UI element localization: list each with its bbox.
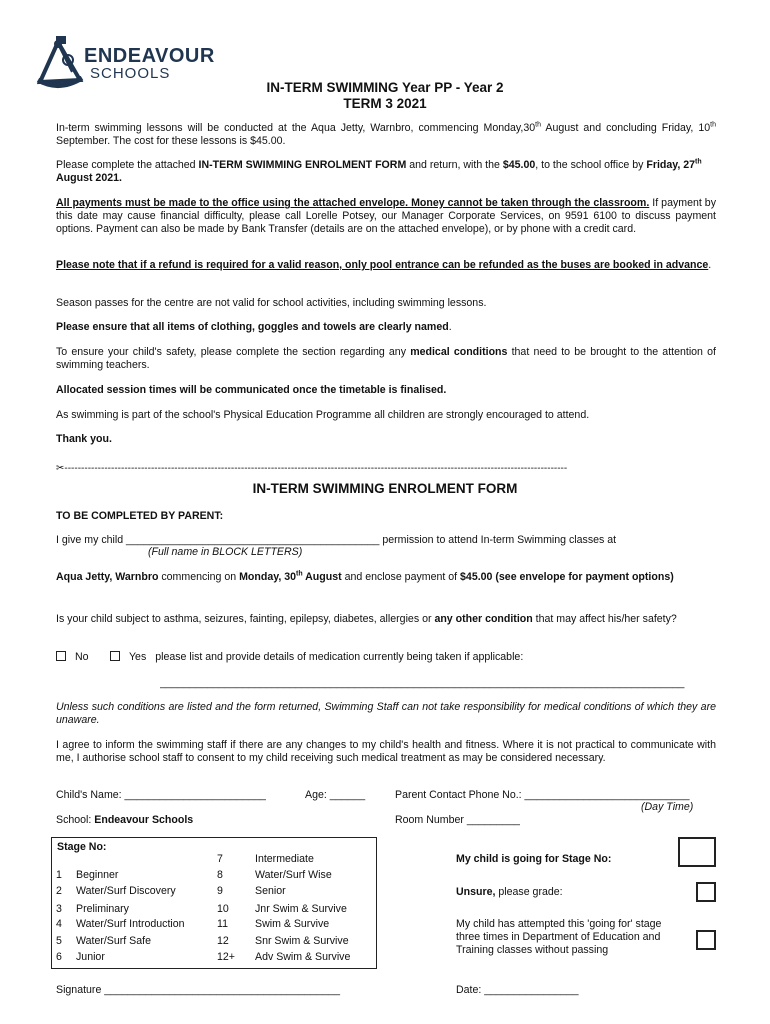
form-title: IN-TERM SWIMMING ENROLMENT FORM: [252, 481, 518, 496]
aqua-line: [56, 571, 716, 584]
paragraph-thanks: Thank you.: [56, 433, 112, 445]
p1-a: In-term swimming lessons will be conducted at the Aqua Jetty, Warnbro, commencing Monday,30: [56, 122, 536, 134]
attempted-note: My child has attempted this 'going for' stage three times in Department of Education and Training classes without passing: [456, 918, 662, 956]
p1-c: September. The cost for these lessons is $45.00.: [56, 135, 286, 147]
stage-name: Water/Surf Introduction: [76, 918, 185, 930]
asthma-c: that may affect his/her safety?: [532, 613, 677, 625]
paragraph-session-times: Allocated session times will be communicated once the timetable is finalised.: [56, 384, 447, 396]
p2-b: IN-TERM SWIMMING ENROLMENT FORM: [198, 159, 407, 171]
yes-option[interactable]: [110, 651, 523, 664]
aqua-e: and enclose payment of: [341, 571, 461, 583]
parent-phone-field[interactable]: Parent Contact Phone No.: ____________________________: [395, 789, 690, 801]
stage-name: Jnr Swim & Survive: [255, 903, 347, 915]
p4-end: .: [708, 259, 712, 271]
stage-name: Water/Surf Wise: [255, 869, 332, 881]
stage-number: 12+: [217, 951, 235, 963]
cut-line: ✂-------------------------------------------------------------------------------------------------------------------------------------------------------: [56, 463, 568, 474]
unsure-a: Unsure,: [456, 886, 496, 898]
yes-checkbox[interactable]: [110, 651, 120, 661]
stage-item: [56, 869, 216, 882]
medication-detail-line[interactable]: _________________________________________________________________________________________: [160, 677, 685, 689]
stage-item: [56, 951, 216, 964]
room-number-field[interactable]: Room Number _________: [395, 814, 520, 826]
full-name-hint: (Full name in BLOCK LETTERS): [148, 546, 303, 558]
p1-sup1: th: [535, 121, 541, 129]
paragraph-clothing: [56, 321, 716, 346]
p7-c: that need to be brought to the attention of swimming teachers.: [56, 346, 716, 371]
stage-name: Beginner: [76, 869, 119, 881]
asthma-question: [56, 613, 716, 626]
stage-name: Swim & Survive: [255, 918, 330, 930]
paragraph-season-passes: Season passes for the centre are not valid for school activities, including swimming lessons.: [56, 297, 487, 309]
stage-number-box[interactable]: [678, 837, 716, 867]
stage-number: 1: [56, 869, 62, 881]
p2-g: August 2021.: [56, 172, 122, 184]
aqua-a: Aqua Jetty, Warnbro: [56, 571, 159, 583]
stage-number: 12: [217, 935, 229, 947]
attempted-checkbox[interactable]: [696, 930, 716, 950]
stage-name: Intermediate: [255, 853, 314, 865]
p2-f: Friday, 27: [646, 159, 696, 171]
stage-number: 5: [56, 935, 62, 947]
p4: Please note that if a refund is required for a valid reason, only pool entrance can be refunded as the buses are booked in advance: [56, 259, 709, 271]
unsure-line: [456, 886, 563, 899]
paragraph-payments: [56, 197, 716, 259]
age-field[interactable]: Age: ______: [305, 789, 366, 801]
p2-d: $45.00: [502, 159, 536, 171]
paragraph-complete-form: [56, 159, 716, 197]
aqua-b: commencing on: [158, 571, 240, 583]
stage-name: Water/Surf Discovery: [76, 885, 176, 897]
stage-item: [56, 903, 216, 916]
title-line1: IN-TERM SWIMMING Year PP - Year 2: [266, 80, 504, 95]
stage-number: 3: [56, 903, 62, 915]
aqua-d: August: [302, 571, 342, 583]
p3-b: If payment by this date may cause financial difficulty, please call Lorelle Potsey, our Manager Corporate Services, on 9591 6100 to discuss payment options. Payment can also be made by Bank Transfer (details are on the attached envelope), or by phone with a credit card.: [56, 197, 716, 235]
paragraph-dates: [56, 122, 716, 159]
p7-b: medical conditions: [410, 346, 508, 358]
aqua-f: $45.00 (see envelope for payment options): [460, 571, 674, 583]
stage-name: Preliminary: [76, 903, 129, 915]
stage-item: [56, 918, 216, 931]
give-child-line: I give my child ___________________________________________ permission to attend In-term Swimming classes at: [56, 534, 617, 546]
p3-a: All payments must be made to the office using the attached envelope. Money cannot be taken through the classroom.: [56, 197, 650, 209]
letter-body: [56, 122, 716, 446]
stage-number: 11: [217, 918, 228, 930]
school-line: [56, 814, 193, 827]
stage-item: [217, 918, 329, 931]
paragraph-pe: As swimming is part of the school's Physical Education Programme all children are strongly encouraged to attend.: [56, 409, 590, 421]
stage-number: 10: [217, 903, 229, 915]
p6-a: Please ensure that all items of clothing, goggles and towels are clearly named: [56, 321, 449, 333]
stage-no-label: Stage No:: [57, 841, 107, 853]
stage-name: Junior: [76, 951, 105, 963]
p1-b: August and concluding Friday, 10: [541, 122, 711, 134]
stage-item: [217, 903, 347, 916]
stage-number: 8: [217, 869, 223, 881]
signature-field[interactable]: Signature ________________________________________: [56, 984, 340, 996]
paragraph-medical: [56, 346, 716, 384]
paragraph-refund: [56, 259, 716, 297]
going-for-label: My child is going for Stage No:: [456, 853, 612, 865]
no-label: No: [74, 651, 89, 663]
stage-number: 7: [217, 853, 223, 865]
stage-name: Senior: [255, 885, 286, 897]
p6-b: .: [448, 321, 452, 333]
title-line2: TERM 3 2021: [343, 96, 427, 111]
stage-name: Snr Swim & Survive: [255, 935, 349, 947]
yes-detail: please list and provide details of medication currently being taken if applicable:: [155, 651, 524, 663]
p2-sup: th: [695, 158, 702, 166]
stage-name: Adv Swim & Survive: [255, 951, 351, 963]
p2-c: and return, with the: [406, 159, 503, 171]
stage-number: 2: [56, 885, 62, 897]
stage-item: [56, 935, 216, 948]
agree-paragraph: I agree to inform the swimming staff if there are any changes to my child's health and fitness. Where it is not practical to communicate with me, I authorise school staff to consent to my child receiving such medical treatment as may be considered necessary.: [56, 739, 716, 764]
p2-a: Please complete the attached: [56, 159, 199, 171]
stage-number: 6: [56, 951, 62, 963]
no-option[interactable]: [56, 651, 89, 664]
school-label: School:: [56, 814, 95, 826]
yes-label: Yes: [128, 651, 147, 663]
stage-name: Water/Surf Safe: [76, 935, 151, 947]
aqua-sup: th: [296, 570, 303, 578]
unless-note: Unless such conditions are listed and the form returned, Swimming Staff can not take responsibility for medical conditions of which they are unaware.: [56, 701, 716, 726]
stage-number: 9: [217, 885, 223, 897]
p7-a: To ensure your child's safety, please complete the section regarding any: [56, 346, 411, 358]
childs-name-field[interactable]: Child's Name: ________________________: [56, 789, 266, 801]
unsure-b: please grade:: [495, 886, 563, 898]
stage-item: [217, 869, 332, 882]
page-title: [0, 80, 770, 112]
stage-number: 4: [56, 918, 62, 930]
asthma-b: any other condition: [434, 613, 533, 625]
stage-item: [217, 935, 349, 948]
stage-item: [217, 951, 350, 964]
date-field[interactable]: Date: ________________: [456, 984, 579, 996]
stage-item: [217, 853, 314, 866]
logo-line1: ENDEAVOUR: [84, 45, 215, 67]
to-be-completed-label: TO BE COMPLETED BY PARENT:: [56, 510, 224, 522]
stage-item: [56, 885, 216, 898]
p1-sup2: th: [710, 121, 716, 129]
school-value: Endeavour Schools: [94, 814, 194, 826]
aqua-c: Monday, 30: [239, 571, 296, 583]
unsure-checkbox[interactable]: [696, 882, 716, 902]
stage-item: [217, 885, 286, 898]
logo-line2: SCHOOLS: [90, 65, 171, 82]
p2-e: , to the school office by: [535, 159, 647, 171]
asthma-a: Is your child subject to asthma, seizures, fainting, epilepsy, diabetes, allergies or: [56, 613, 435, 625]
no-checkbox[interactable]: [56, 651, 66, 661]
day-time-hint: (Day Time): [641, 801, 694, 813]
